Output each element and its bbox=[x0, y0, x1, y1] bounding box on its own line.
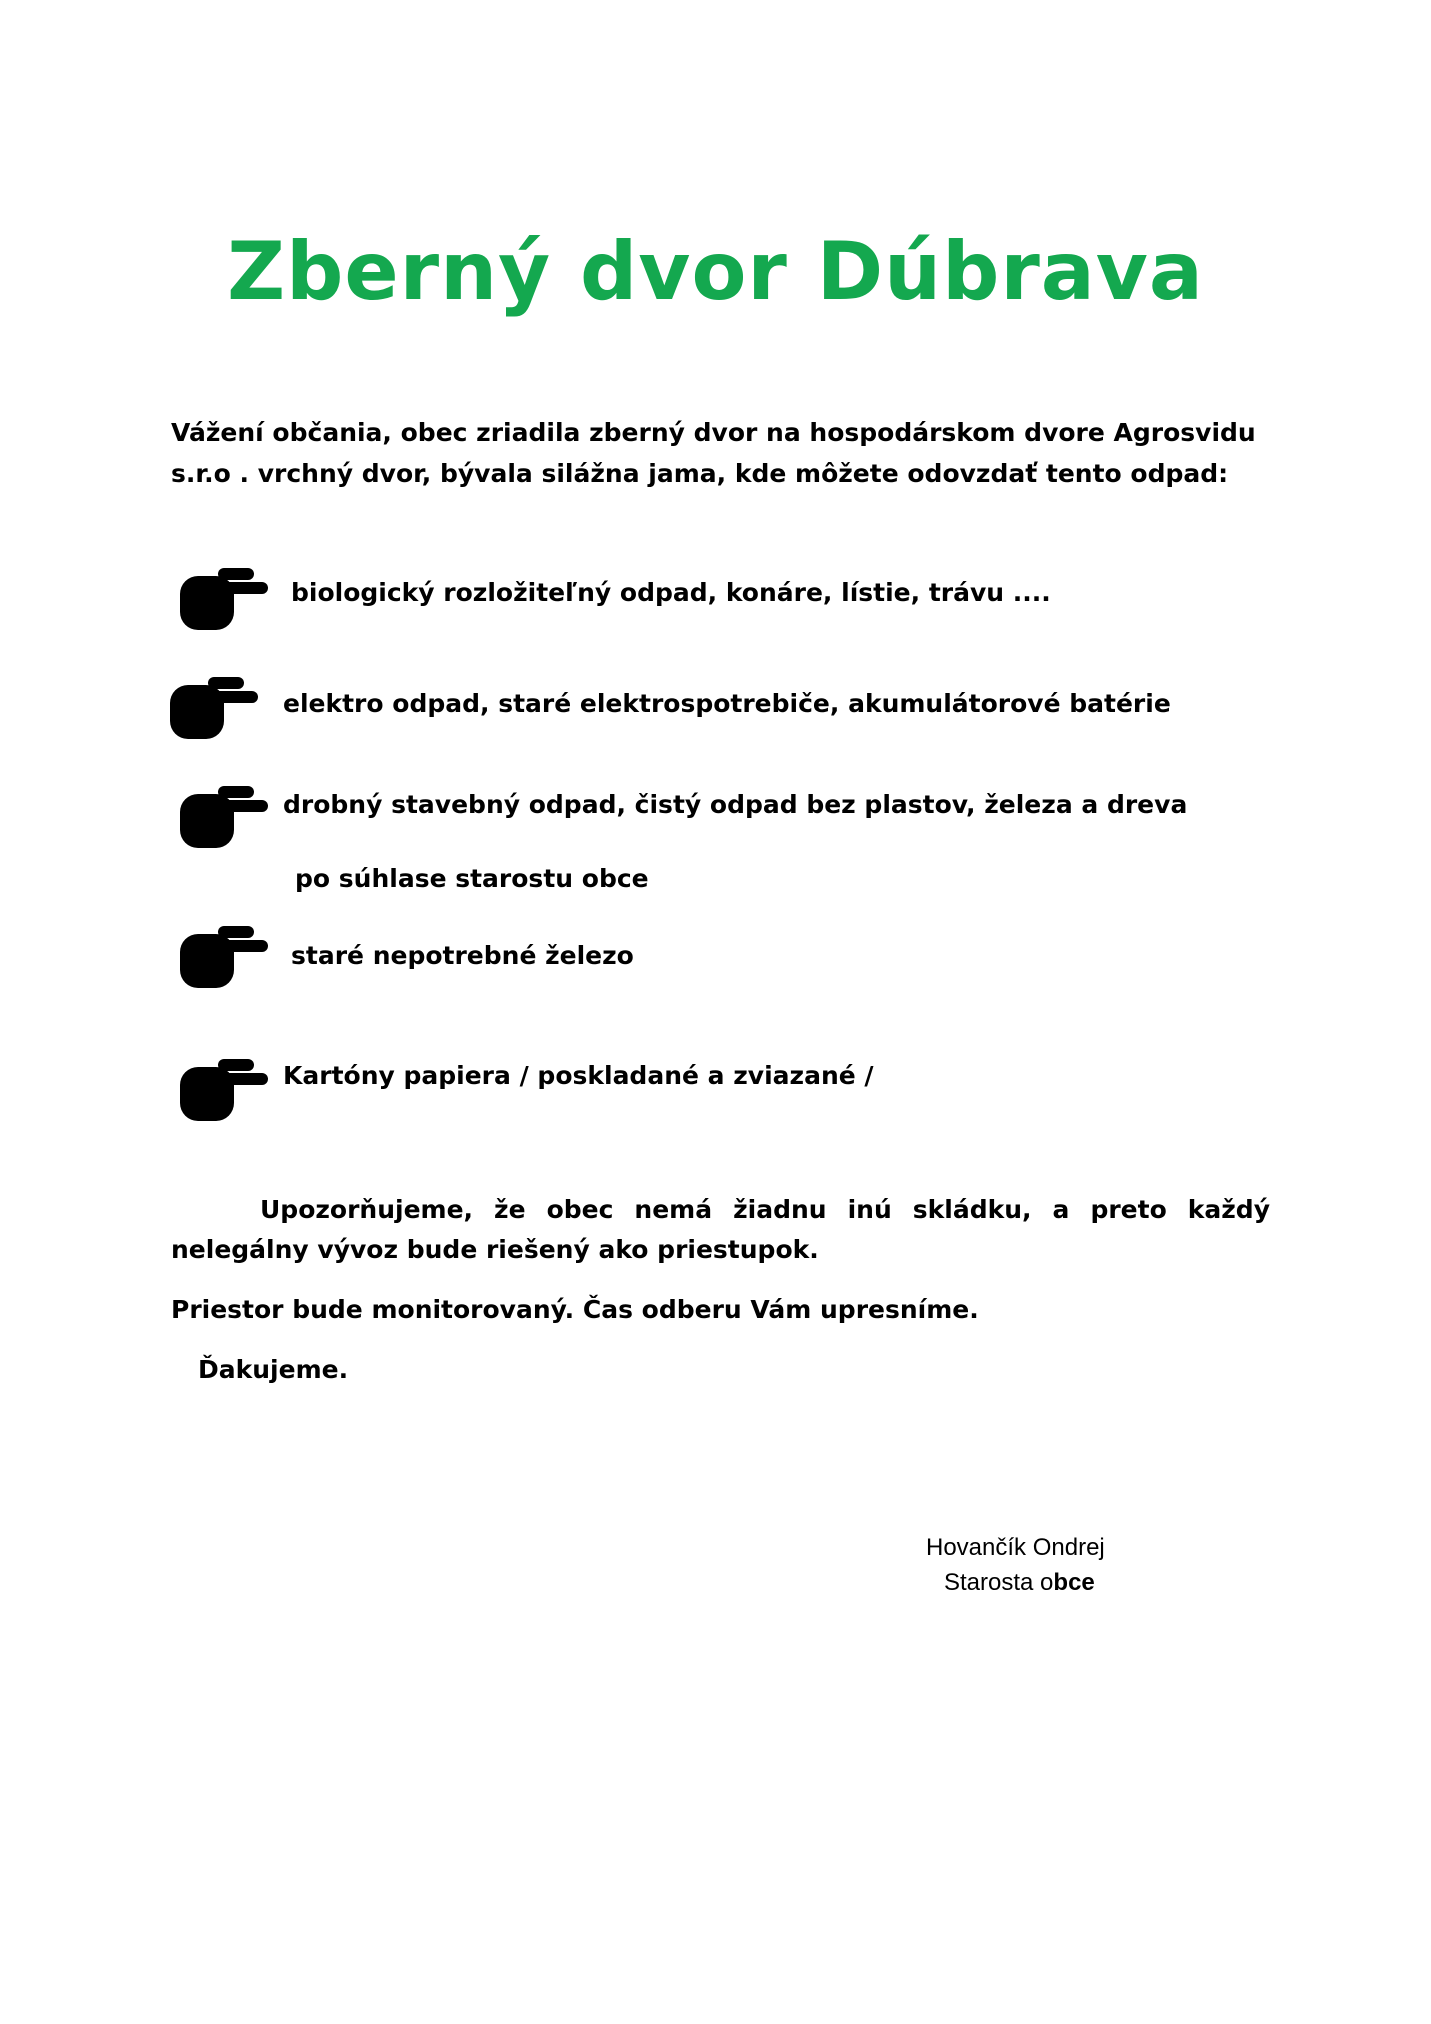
pointing-hand-icon bbox=[176, 1056, 270, 1126]
intro-paragraph: Vážení občania, obec zriadila zberný dvor na hospodárskom dvore Agrosvidu s.r.o . vrchný dvor, bývala silážna jama, kde môžete odovzdať tento odpad: bbox=[171, 418, 1256, 488]
item-text: drobný stavebný odpad, čistý odpad bez plastov, železa a dreva bbox=[283, 790, 1188, 819]
signature-role-prefix: Starosta o bbox=[944, 1569, 1054, 1596]
item-text: biologický rozložiteľný odpad, konáre, lístie, trávu .... bbox=[291, 578, 1051, 607]
pointing-hand-icon bbox=[176, 783, 270, 853]
signature-name: Hovančík Ondrej bbox=[926, 1534, 1105, 1561]
item-text: po súhlase starostu obce bbox=[295, 864, 649, 893]
thanks-note: Ďakujeme. bbox=[198, 1355, 349, 1384]
pointing-hand-icon bbox=[166, 674, 260, 744]
signature-block bbox=[926, 1530, 1105, 1600]
item-text: staré nepotrebné železo bbox=[291, 941, 634, 970]
item-text: elektro odpad, staré elektrospotrebiče, akumulátorové batérie bbox=[283, 689, 1171, 718]
monitoring-note: Priestor bude monitorovaný. Čas odberu Vám upresníme. bbox=[171, 1295, 979, 1324]
page-title: Zberný dvor Dúbrava bbox=[227, 225, 1204, 318]
item-text: Kartóny papiera / poskladané a zviazané / bbox=[283, 1061, 874, 1090]
pointing-hand-icon bbox=[176, 565, 270, 635]
warning-paragraph: Upozorňujeme, že obec nemá žiadnu inú skládku, a preto každý nelegálny vývoz bude riešený ako priestupok. bbox=[171, 1195, 1270, 1264]
signature-role bbox=[926, 1565, 1105, 1600]
pointing-hand-icon bbox=[176, 923, 270, 993]
signature-role-bold: bce bbox=[1053, 1569, 1095, 1596]
